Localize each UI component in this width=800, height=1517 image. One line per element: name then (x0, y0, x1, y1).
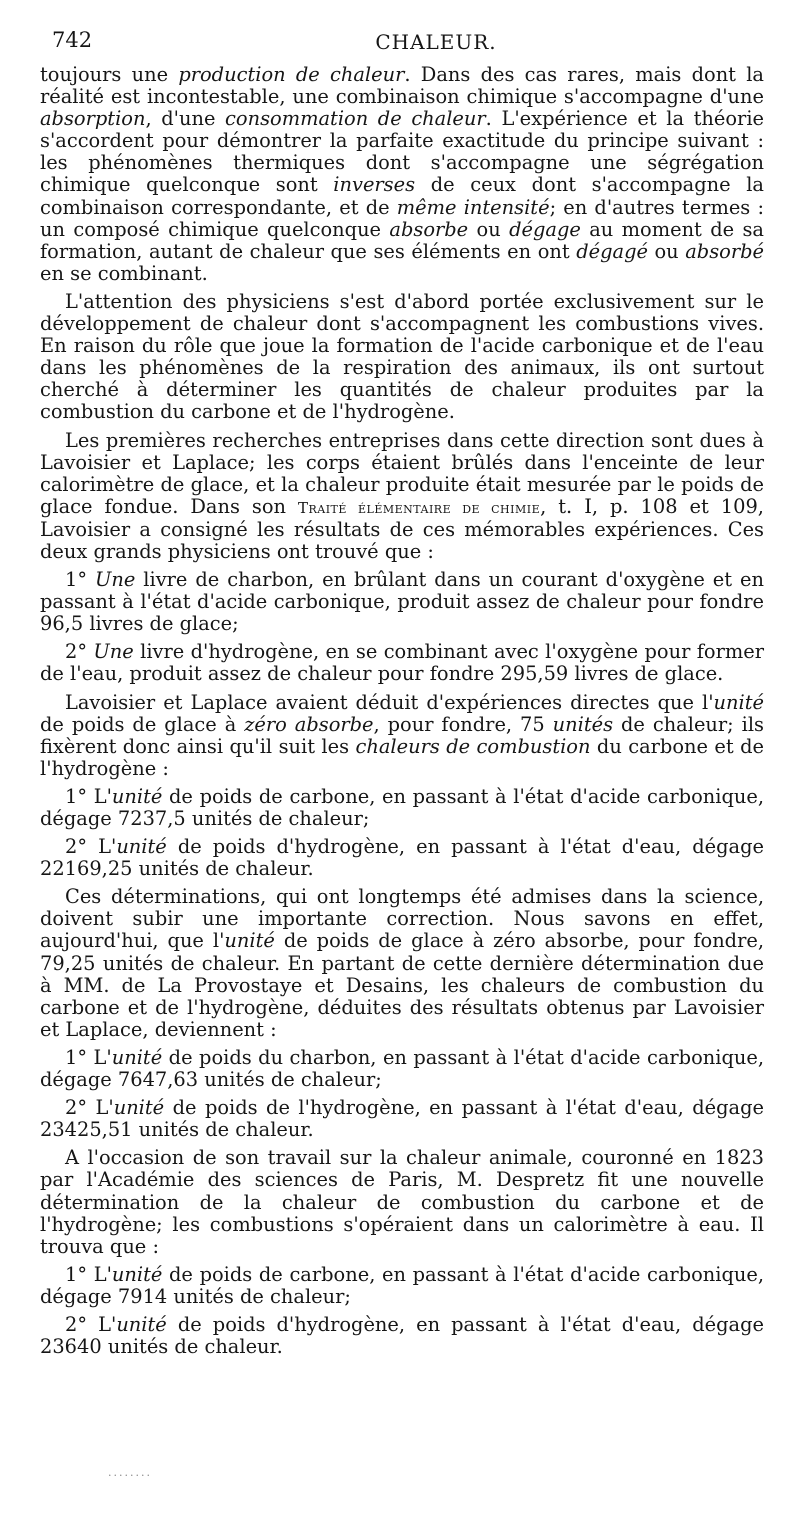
italic-run: même intensité (396, 195, 550, 219)
text-run: , d'une (145, 107, 226, 131)
list-item-2 (40, 641, 764, 685)
text-run: toujours une (40, 63, 179, 86)
page-header (50, 28, 762, 62)
list-item-5 (40, 1047, 764, 1091)
item-number: 1° L' (65, 1262, 112, 1286)
text-run: , pour fondre, 75 (373, 712, 553, 736)
item-number: 2° L' (65, 1312, 117, 1336)
text-run: de poids de carbone, en passant à l'état d'acide carbonique, dégage 7914 unités de chaleur; (40, 1262, 764, 1308)
italic-run: unité (113, 1096, 165, 1120)
item-number: 1° L' (65, 1045, 112, 1069)
italic-run: unité (111, 784, 163, 808)
text-run: . Dans des cas rares, mais dont la réalité est incontestable, une combinaison chimique s'accompagne d'une (40, 63, 764, 109)
item-number: 1° L' (65, 784, 112, 808)
italic-run: chaleurs de combustion (355, 734, 591, 758)
italic-run: Une (93, 640, 134, 664)
italic-run: absorbe (389, 217, 469, 241)
list-item-8 (40, 1314, 764, 1358)
list-item-4 (40, 836, 764, 880)
text-run: de poids de l'hydrogène, en passant à l'état d'eau, dégage 23425,51 unités de chaleur. (40, 1096, 764, 1142)
paragraph-1 (40, 64, 764, 285)
italic-run: unité (111, 1262, 163, 1286)
text-run: . L'expérience et la théorie s'accordent pour démontrer la parfaite exactitude du principe suivant : les phénomènes thermiques dont s'accompagne une ségrégation chimique quelconque sont (40, 107, 765, 197)
footer-mark: ........ (108, 1466, 152, 1479)
text-run: de poids de glace à zéro absorbe, pour fondre, 79,25 unités de chaleur. En partant de cette dernière détermination due à MM. de La Provostaye et Desains, les chaleurs de combustion du carbone et de l'hydrogène, déduites des résultats obtenus par Lavoisier et Laplace, deviennent : (40, 929, 764, 1041)
paragraph-2: L'attention des physiciens s'est d'abord portée exclusivement sur le développement de chaleur dont s'accompagnent les combustions vives. En raison du rôle que joue la formation de l'acide carbonique et de l'eau dans les phénomènes de la respiration des animaux, ils ont surtout cherché à déterminer les quantités de chaleur produites par la combustion du carbone et de l'hydrogène. (40, 289, 764, 424)
text-run: livre d'hydrogène, en se combinant avec l'oxygène pour former de l'eau, produit assez de chaleur pour fondre 295,59 livres de glace. (40, 640, 764, 686)
text-run: de poids d'hydrogène, en passant à l'état d'eau, dégage 22169,25 unités de chaleur. (40, 835, 764, 881)
text-run: , t. I, p. 108 et 109, Lavoisier a consigné les résultats de ces mémorables expériences. Ces deux grands physiciens ont trouvé que : (40, 494, 764, 563)
book-title: Traité élémentaire de chimie (297, 498, 541, 517)
item-number: 2° (65, 640, 94, 664)
italic-run: Une (95, 568, 136, 592)
paragraph-3 (40, 430, 764, 564)
text-run: Ces déterminations, qui ont longtemps été admises dans la science, doivent subir une importante correction. Nous savons en effet, aujourd'hui, que l' (40, 885, 764, 953)
running-head: CHALEUR. (375, 30, 497, 54)
text-run: du carbone et de l'hydrogène : (40, 734, 765, 780)
italic-run: absorbé (685, 239, 764, 263)
italic-run: inverses (333, 173, 416, 197)
text-run: de poids du charbon, en passant à l'état d'acide carbonique, dégage 7647,63 unités de chaleur; (40, 1045, 765, 1092)
italic-run: unité (116, 1312, 167, 1336)
text-run: Les premières recherches entreprises dans cette direction sont dues à Lavoisier et Laplace; les corps étaient brûlés dans l'enceinte de leur calorimètre de glace, et la chaleur produite était mesurée par le poids de glace fondue. Dans son (40, 428, 764, 518)
text-run: ; en d'autres termes : un composé chimique quelconque (40, 195, 764, 241)
list-item-6 (40, 1097, 764, 1141)
text-run: de chaleur; ils fixèrent donc ainsi qu'il suit les (40, 712, 764, 758)
italic-run: unités (552, 712, 614, 736)
italic-run: absorption (40, 107, 146, 131)
paragraph-4 (40, 692, 764, 780)
text-run: Lavoisier et Laplace avaient déduit d'expériences directes que l' (65, 690, 714, 714)
paragraph-5 (40, 886, 764, 1041)
body-text (40, 64, 764, 1364)
text-run: livre de charbon, en brûlant dans un courant d'oxygène et en passant à l'état d'acide carbonique, produit assez de chaleur pour fondre 96,5 livres de glace; (40, 568, 764, 636)
paragraph-6: A l'occasion de son travail sur la chaleur animale, couronné en 1823 par l'Académie des sciences de Paris, M. Despretz fit une nouvelle détermination de la chaleur de combustion du carbone et de l'hydrogène; les combustions s'opéraient dans un calorimètre à eau. Il trouva que : (40, 1146, 764, 1258)
italic-run: dégagé (576, 239, 648, 263)
list-item-7 (40, 1264, 764, 1308)
list-item-3 (40, 786, 764, 830)
list-item-1 (40, 569, 764, 635)
page-number: 742 (52, 28, 93, 52)
text-run: en se combinant. (40, 261, 208, 285)
italic-run: unité (116, 835, 167, 859)
italic-run: production de chaleur (178, 63, 405, 86)
italic-run: dégage (509, 217, 581, 241)
italic-run: consommation de chaleur (225, 107, 486, 131)
text-run: ou (647, 239, 686, 263)
italic-run: unité (713, 690, 764, 714)
text-run: de poids de glace à (40, 712, 245, 736)
italic-run: unité (111, 1045, 163, 1069)
text-run: de ceux dont s'accompagne la combinaison correspondante, et de (40, 173, 764, 219)
text-run: au moment de sa formation, autant de chaleur que ses éléments en ont (40, 217, 764, 263)
item-number: 2° L' (65, 835, 117, 859)
item-number: 2° L' (65, 1096, 114, 1120)
text-run: de poids d'hydrogène, en passant à l'état d'eau, dégage 23640 unités de chaleur. (40, 1312, 764, 1359)
italic-run: zéro absorbe (244, 712, 374, 736)
item-number: 1° (65, 568, 96, 592)
text-run: ou (468, 217, 510, 241)
italic-run: unité (224, 929, 275, 953)
text-run: de poids de carbone, en passant à l'état d'acide carbonique, dégage 7237,5 unités de chaleur; (40, 784, 764, 830)
